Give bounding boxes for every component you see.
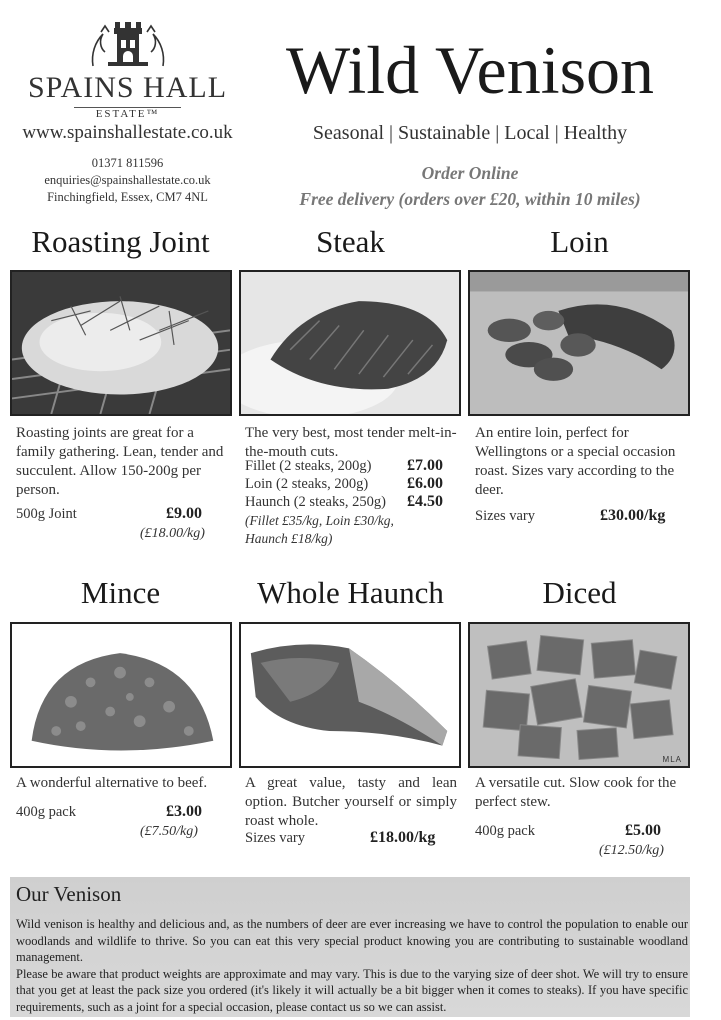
order-info bbox=[250, 160, 690, 212]
tagline: Seasonal | Sustainable | Local | Healthy bbox=[312, 122, 628, 144]
diced-price: £5.00 bbox=[625, 822, 661, 839]
steak-description: The very best, most tender melt-in-the-mouth cuts. bbox=[245, 425, 457, 460]
loin-price: £30.00/kg bbox=[600, 507, 666, 524]
photo-credit: MLA bbox=[662, 755, 682, 764]
loin-photo bbox=[468, 270, 690, 416]
whole-haunch-size: Sizes vary bbox=[245, 830, 305, 846]
logo-name: SPAINS HALL bbox=[27, 71, 228, 104]
steak-haunch-label: Haunch (2 steaks, 250g) bbox=[245, 494, 386, 510]
roasting-joint-price: £9.00 bbox=[166, 505, 202, 522]
loin-size: Sizes vary bbox=[475, 508, 535, 524]
whole-haunch-photo bbox=[239, 622, 461, 768]
diced-title: Diced bbox=[542, 575, 617, 610]
delivery-note: Free delivery (orders over £20, within 10 miles) bbox=[299, 189, 641, 209]
whole-haunch-price-row bbox=[245, 830, 455, 847]
phone-number: 01371 811596 bbox=[91, 156, 164, 170]
whole-haunch-title: Whole Haunch bbox=[257, 575, 444, 610]
our-venison-text bbox=[16, 916, 688, 1015]
steak-fillet-row bbox=[245, 458, 460, 476]
estate-logo bbox=[20, 18, 235, 122]
address: Finchingfield, Essex, CM7 4NL bbox=[47, 190, 208, 204]
email-address[interactable]: enquiries@spainshallestate.co.uk bbox=[44, 173, 211, 187]
our-venison-title: Our Venison bbox=[16, 882, 122, 906]
steak-price-list bbox=[245, 458, 460, 548]
diced-description: A versatile cut. Slow cook for the perfect stew. bbox=[475, 775, 677, 810]
page-title: Wild Venison bbox=[285, 32, 655, 108]
loin-description: An entire loin, perfect for Wellingtons or a special occasion roast. Sizes vary according to the deer. bbox=[475, 425, 676, 498]
steak-loin-label: Loin (2 steaks, 200g) bbox=[245, 476, 369, 492]
mince-price: £3.00 bbox=[166, 803, 202, 820]
steak-loin-price: £6.00 bbox=[407, 475, 443, 492]
roasting-joint-photo bbox=[10, 270, 232, 416]
loin-price-row bbox=[475, 508, 685, 525]
contact-block bbox=[10, 155, 245, 206]
diced-photo bbox=[468, 622, 690, 768]
diced-price-per-kg: (£12.50/kg) bbox=[599, 843, 664, 858]
steak-haunch-price: £4.50 bbox=[407, 493, 443, 510]
steak-haunch-row bbox=[245, 494, 460, 512]
our-venison-paragraph-1: Wild venison is healthy and delicious and, as the numbers of deer are ever increasing we have to control the population to enable our woodlands and wildlife to thrive. So you can eat this very special product knowing you are contributing to sustainable woodland management. bbox=[16, 917, 688, 964]
website-link[interactable]: www.spainshallestate.co.uk bbox=[22, 122, 233, 143]
mince-photo bbox=[10, 622, 232, 768]
steak-fillet-price: £7.00 bbox=[407, 457, 443, 474]
loin-title: Loin bbox=[550, 224, 609, 259]
mince-description: A wonderful alternative to beef. bbox=[16, 775, 208, 791]
our-venison-paragraph-2: Please be aware that product weights are approximate and may vary. This is due to the varying size of deer shot. We will try to ensure that you get at least the pack size you ordered (it's likely it will actually be a bit bigger when it comes to steaks). If you have specific requirements, such as a joint for a special occasion, please contact us so we can assist. bbox=[16, 966, 688, 1014]
crest-icon bbox=[73, 18, 183, 70]
steak-price-per-kg: (Fillet £35/kg, Loin £30/kg, Haunch £18/kg) bbox=[245, 513, 394, 546]
whole-haunch-description: A great value, tasty and lean option. Butcher yourself or simply roast whole. bbox=[245, 775, 457, 829]
logo-subtitle: ESTATE™ bbox=[74, 107, 182, 120]
diced-price-row bbox=[475, 822, 685, 858]
mince-size: 400g pack bbox=[16, 804, 76, 820]
diced-size: 400g pack bbox=[475, 823, 535, 839]
steak-loin-row bbox=[245, 476, 460, 494]
mince-title: Mince bbox=[80, 575, 161, 610]
steak-fillet-label: Fillet (2 steaks, 200g) bbox=[245, 458, 372, 474]
order-online-link[interactable]: Order Online bbox=[421, 163, 519, 183]
steak-photo bbox=[239, 270, 461, 416]
whole-haunch-price: £18.00/kg bbox=[370, 829, 436, 846]
roasting-joint-description: Roasting joints are great for a family gathering. Lean, tender and succulent. Allow 150-200g per person. bbox=[16, 425, 224, 498]
roasting-joint-title: Roasting Joint bbox=[31, 224, 210, 259]
mince-price-row bbox=[16, 803, 226, 839]
roasting-joint-price-row bbox=[16, 505, 226, 541]
roasting-joint-size: 500g Joint bbox=[16, 506, 77, 522]
steak-title: Steak bbox=[316, 224, 385, 259]
mince-price-per-kg: (£7.50/kg) bbox=[140, 824, 198, 839]
roasting-joint-price-per-kg: (£18.00/kg) bbox=[140, 526, 205, 541]
